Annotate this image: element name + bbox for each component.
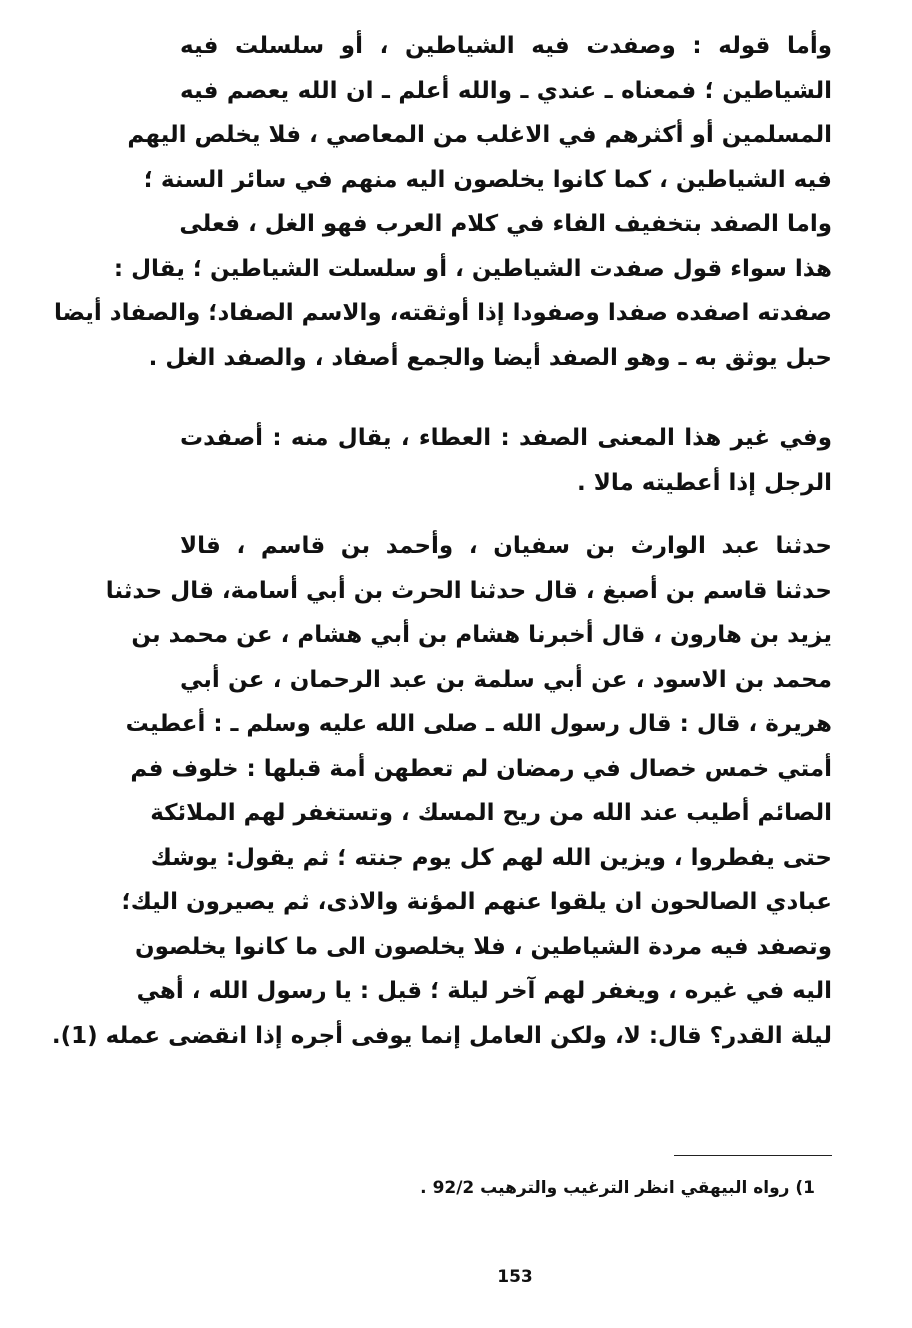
text-line: هذا سواء قول صفدت الشياطين ، أو سلسلت الشياطين ؛ يقال : [113,255,832,282]
paragraph-another-meaning [180,416,832,505]
text-line: وتصفد فيه مردة الشياطين ، فلا يخلصون الى ما كانوا يخلصون [134,933,832,960]
text-line: ليلة القدر؟ قال: لا، ولكن العامل إنما يوفى أجره إذا انقضى عمله (1). [51,1022,832,1049]
footnote-divider [674,1155,832,1156]
text-line: الشياطين ؛ فمعناه ـ عندي ـ والله أعلم ـ ان الله يعصم فيه [180,77,832,104]
page-number: 153 [497,1267,533,1287]
text-line: فيه الشياطين ، كما كانوا يخلصون اليه منهم في سائر السنة ؛ [143,166,832,193]
text-line: هريرة ، قال : قال رسول الله ـ صلى الله عليه وسلم ـ : أعطيت [125,711,832,737]
text-line: حتى يفطروا ، ويزين الله لهم كل يوم جنته ؛ ثم يقول: يوشك [150,844,832,871]
text-line: حدثنا قاسم بن أصبغ ، قال حدثنا الحرث بن أبي أسامة، قال حدثنا [105,577,832,604]
text-line: وفي غير هذا المعنى الصفد : العطاء ، يقال منه : أصفدت [180,425,832,451]
text-line: الرجل إذا أعطيته مالا . [577,469,832,496]
paragraph-sifaad-explanation [53,24,832,380]
text-line: اليه في غيره ، ويغفر لهم آخر ليلة ؛ قيل : يا رسول الله ، أهي [136,978,832,1004]
footnote: 1) رواه البيهقي انظر الترغيب والترهيب 92/2 . [420,1178,815,1198]
text-line: حبل يوثق به ـ وهو الصفد أيضا والجمع أصفاد ، والصفد الغل . [148,344,832,371]
text-line: محمد بن الاسود ، عن أبي سلمة بن عبد الرحمان ، عن أبي [180,666,832,693]
text-line: أمتي خمس خصال في رمضان لم تعطهن أمة قبلها : خلوف فم [130,755,832,782]
text-line: صفدته اصفده صفدا وصفودا إذا أوثقته، والاسم الصفاد؛ والصفاد أيضا [53,300,832,326]
text-line: يزيد بن هارون ، قال أخبرنا هشام بن أبي هشام ، عن محمد بن [131,622,832,648]
text-line: واما الصفد بتخفيف الفاء في كلام العرب فهو الغل ، فعلى [179,211,832,237]
text-line: المسلمين أو أكثرهم في الاغلب من المعاصي ، فلا يخلص اليهم [127,122,832,148]
paragraph-hadith [51,524,832,1058]
text-line: وأما قوله : وصفدت فيه الشياطين ، أو سلسلت فيه [180,33,832,59]
text-line: الصائم أطيب عند الله من ريح المسك ، وتستغفر لهم الملائكة [150,800,832,826]
text-line: حدثنا عبد الوارث بن سفيان ، وأحمد بن قاسم ، قالا [180,533,832,559]
text-line: عبادي الصالحون ان يلقوا عنهم المؤنة والاذى، ثم يصيرون اليك؛ [121,889,832,915]
